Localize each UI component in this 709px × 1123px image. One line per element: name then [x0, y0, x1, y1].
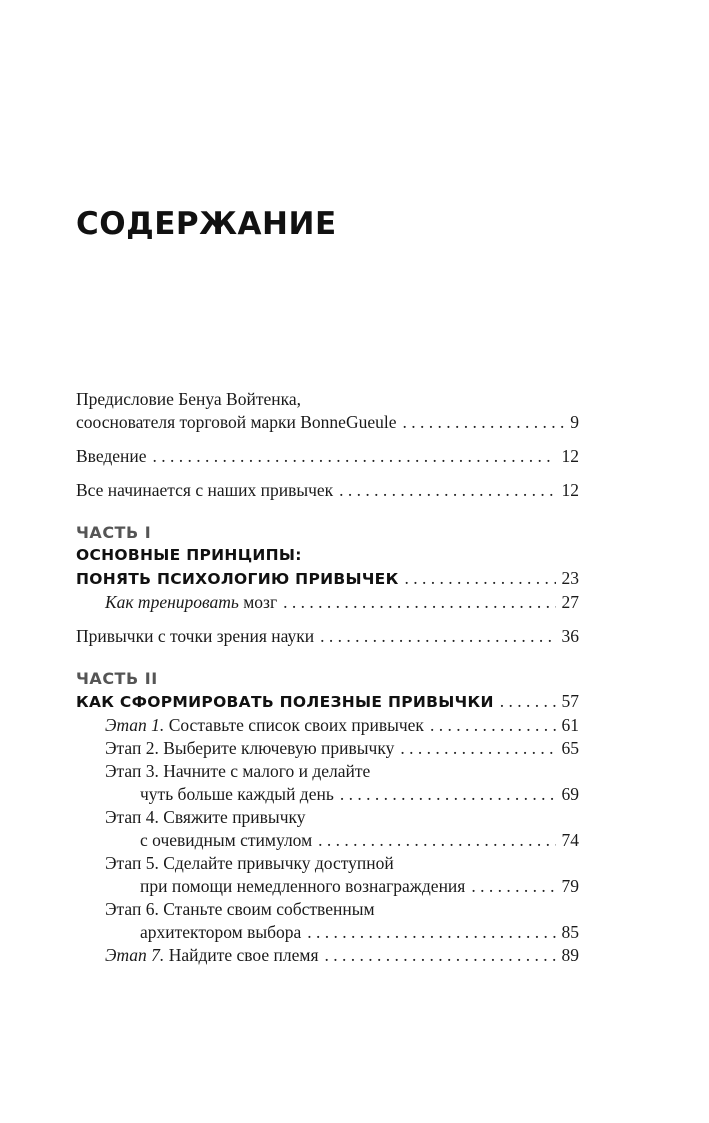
leader-dots: [400, 737, 555, 760]
leader-dots: [307, 921, 555, 944]
page-number: 89: [561, 945, 579, 965]
toc-entry-stage: [76, 760, 579, 806]
page-title: СОДЕРЖАНИЕ: [76, 206, 337, 242]
part-label: ЧАСТЬ I: [76, 523, 152, 542]
toc-entry-stage: [76, 852, 579, 898]
toc-entry-stage: [76, 714, 579, 737]
toc-entry-text: Этап 4. Свяжите привычку: [105, 807, 306, 827]
leader-dots: [339, 479, 555, 502]
toc-entry-brain: [76, 591, 579, 614]
toc-entry-text: Этап 5. Сделайте привычку доступной: [105, 853, 394, 873]
toc-entry-text: Этап 3. Начните с малого и делайте: [105, 761, 371, 781]
table-of-contents: [76, 388, 579, 967]
toc-entry-text: сооснователя торговой марки BonneGueule: [76, 412, 397, 432]
toc-entry-text: Введение: [76, 446, 147, 466]
part-title: ОСНОВНЫЕ ПРИНЦИПЫ:: [76, 546, 302, 564]
page-number: 12: [561, 480, 579, 500]
toc-entry-text: Привычки с точки зрения науки: [76, 626, 315, 646]
toc-entry-part2: [76, 690, 579, 714]
leader-dots: [318, 829, 555, 852]
part-title: КАК СФОРМИРОВАТЬ ПОЛЕЗНЫЕ ПРИВЫЧКИ: [76, 693, 494, 711]
page-number: 27: [561, 592, 579, 612]
toc-entry-text: чуть больше каждый день: [140, 784, 334, 804]
toc-entry-text: Все начинается с наших привычек: [76, 480, 334, 500]
page-number: 65: [561, 738, 579, 758]
leader-dots: [153, 445, 556, 468]
page-number: 36: [561, 626, 579, 646]
toc-entry-text: Как тренировать мозг: [105, 592, 278, 612]
page-number: 61: [561, 715, 579, 735]
toc-entry-stage: [76, 898, 579, 944]
page-number: 85: [561, 922, 579, 942]
toc-entry-stage: [76, 944, 579, 967]
toc-entry-habits: [76, 479, 579, 502]
toc-entry-text: Предисловие Бенуа Войтенка,: [76, 389, 302, 409]
toc-entry-text: архитектором выбора: [140, 922, 302, 942]
stage-list: [76, 714, 579, 967]
leader-dots: [405, 567, 556, 590]
page-number: 23: [561, 568, 579, 588]
toc-entry-text: Этап 6. Станьте своим собственным: [105, 899, 375, 919]
toc-entry-stage: [76, 806, 579, 852]
toc-entry-text: Этап 1. Составьте список своих привычек: [105, 715, 424, 735]
toc-entry-text: при помощи немедленного вознаграждения: [140, 876, 466, 896]
part-title: ПОНЯТЬ ПСИХОЛОГИЮ ПРИВЫЧЕК: [76, 570, 399, 588]
toc-entry-science: [76, 625, 579, 648]
page-number: 69: [561, 784, 579, 804]
leader-dots: [430, 714, 556, 737]
page-number: 9: [570, 412, 579, 432]
page-number: 57: [561, 691, 579, 711]
toc-entry-preface: [76, 388, 579, 434]
page-number: 74: [561, 830, 579, 850]
leader-dots: [500, 690, 556, 713]
toc-entry-text: Этап 7. Найдите свое племя: [105, 945, 319, 965]
leader-dots: [471, 875, 555, 898]
toc-entry-text: Этап 2. Выберите ключевую привычку: [105, 738, 395, 758]
toc-entry-part1: [76, 567, 579, 591]
leader-dots: [320, 625, 555, 648]
toc-entry-stage: [76, 737, 579, 760]
page-number: 79: [561, 876, 579, 896]
leader-dots: [283, 591, 555, 614]
leader-dots: [340, 783, 556, 806]
leader-dots: [325, 944, 556, 967]
toc-entry-text: с очевидным стимулом: [140, 830, 313, 850]
toc-entry-intro: [76, 445, 579, 468]
part-label: ЧАСТЬ II: [76, 669, 158, 688]
leader-dots: [403, 411, 565, 434]
page-number: 12: [561, 446, 579, 466]
